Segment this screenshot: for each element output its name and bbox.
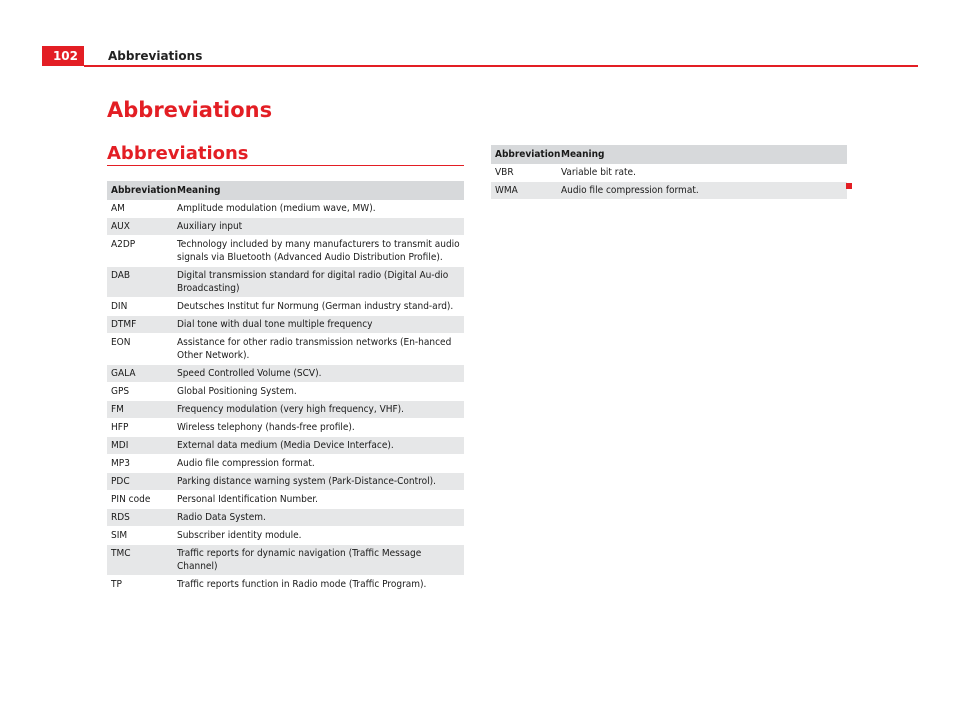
meaning-cell: Global Positioning System.: [173, 383, 464, 401]
table-row: [107, 576, 464, 594]
abbreviation-cell: AUX: [107, 218, 173, 236]
meaning-cell: Deutsches Institut fur Normung (German industry stand-ard).: [173, 298, 464, 316]
meaning-cell: Traffic reports function in Radio mode (Traffic Program).: [173, 576, 464, 594]
meaning-cell: Dial tone with dual tone multiple frequency: [173, 316, 464, 334]
abbreviation-cell: HFP: [107, 419, 173, 437]
meaning-cell: Parking distance warning system (Park-Distance-Control).: [173, 473, 464, 491]
abbreviation-cell: TMC: [107, 545, 173, 576]
table-row: [107, 218, 464, 236]
meaning-cell: Amplitude modulation (medium wave, MW).: [177, 203, 376, 214]
table-row: [107, 437, 464, 455]
table-row: [107, 267, 464, 298]
abbreviation-cell: RDS: [107, 509, 173, 527]
table-row: [107, 236, 464, 267]
table-row: [107, 365, 464, 383]
meaning-cell: Auxiliary input: [173, 218, 464, 236]
abbreviation-cell: PDC: [107, 473, 173, 491]
abbreviations-table-right: [491, 145, 847, 199]
abbreviation-cell: WMA: [491, 182, 557, 200]
meaning-cell: Digital transmission standard for digital radio (Digital Au-dio Broadcasting): [173, 267, 464, 298]
abbreviations-table-left: [107, 181, 464, 593]
abbreviation-cell: DIN: [107, 298, 173, 316]
section-rule: [107, 165, 464, 166]
abbreviation-cell: AM: [111, 203, 125, 214]
abbreviation-cell: VBR: [495, 167, 514, 178]
meaning-cell: Variable bit rate.: [561, 167, 636, 178]
abbreviation-cell: PIN code: [107, 491, 173, 509]
table-header-row: [107, 181, 464, 200]
abbreviation-cell: EON: [107, 334, 173, 365]
table-row: [107, 419, 464, 437]
table-row: [107, 527, 464, 545]
column-header-meaning: Meaning: [173, 181, 464, 200]
end-of-section-marker: [846, 183, 852, 189]
table-row: [107, 298, 464, 316]
column-header-abbreviation: Abbreviation: [107, 181, 173, 200]
table-row: [107, 200, 464, 218]
abbreviation-cell: A2DP: [107, 236, 173, 267]
abbreviation-cell: TP: [107, 576, 173, 594]
abbreviation-cell: FM: [107, 401, 173, 419]
abbreviation-cell: MDI: [107, 437, 173, 455]
running-header-title: Abbreviations: [108, 49, 203, 63]
abbreviation-cell: DTMF: [107, 316, 173, 334]
meaning-cell: Audio file compression format.: [557, 182, 847, 200]
column-header-meaning: Meaning: [557, 145, 847, 164]
table-row: [107, 473, 464, 491]
meaning-cell: Radio Data System.: [173, 509, 464, 527]
abbreviation-cell: DAB: [107, 267, 173, 298]
table-row: [107, 509, 464, 527]
table-row: [107, 334, 464, 365]
page-number: 102: [42, 46, 84, 66]
table-row: [107, 455, 464, 473]
meaning-cell: Speed Controlled Volume (SCV).: [173, 365, 464, 383]
table-header-row: [491, 145, 847, 164]
abbreviation-cell: GPS: [107, 383, 173, 401]
table-row: [107, 545, 464, 576]
column-header-abbreviation: Abbreviation: [491, 145, 557, 164]
abbreviation-cell: MP3: [107, 455, 173, 473]
table-row: [107, 383, 464, 401]
chapter-title: Abbreviations: [107, 98, 273, 122]
table-row: [491, 182, 847, 200]
meaning-cell: Personal Identification Number.: [173, 491, 464, 509]
abbreviation-cell: GALA: [107, 365, 173, 383]
meaning-cell: Traffic reports for dynamic navigation (Traffic Message Channel): [173, 545, 464, 576]
meaning-cell: Technology included by many manufacturers to transmit audio signals via Bluetooth (Advanced Audio Distribution Profile).: [173, 236, 464, 267]
meaning-cell: Audio file compression format.: [173, 455, 464, 473]
meaning-cell: Assistance for other radio transmission networks (En-hanced Other Network).: [173, 334, 464, 365]
table-row: [107, 401, 464, 419]
table-row: [107, 491, 464, 509]
meaning-cell: Frequency modulation (very high frequency, VHF).: [173, 401, 464, 419]
abbreviation-cell: SIM: [107, 527, 173, 545]
header-rule: [84, 65, 918, 67]
meaning-cell: External data medium (Media Device Interface).: [173, 437, 464, 455]
meaning-cell: Subscriber identity module.: [173, 527, 464, 545]
meaning-cell: Wireless telephony (hands-free profile).: [173, 419, 464, 437]
section-title: Abbreviations: [107, 143, 249, 164]
table-row: [491, 164, 847, 182]
table-row: [107, 316, 464, 334]
